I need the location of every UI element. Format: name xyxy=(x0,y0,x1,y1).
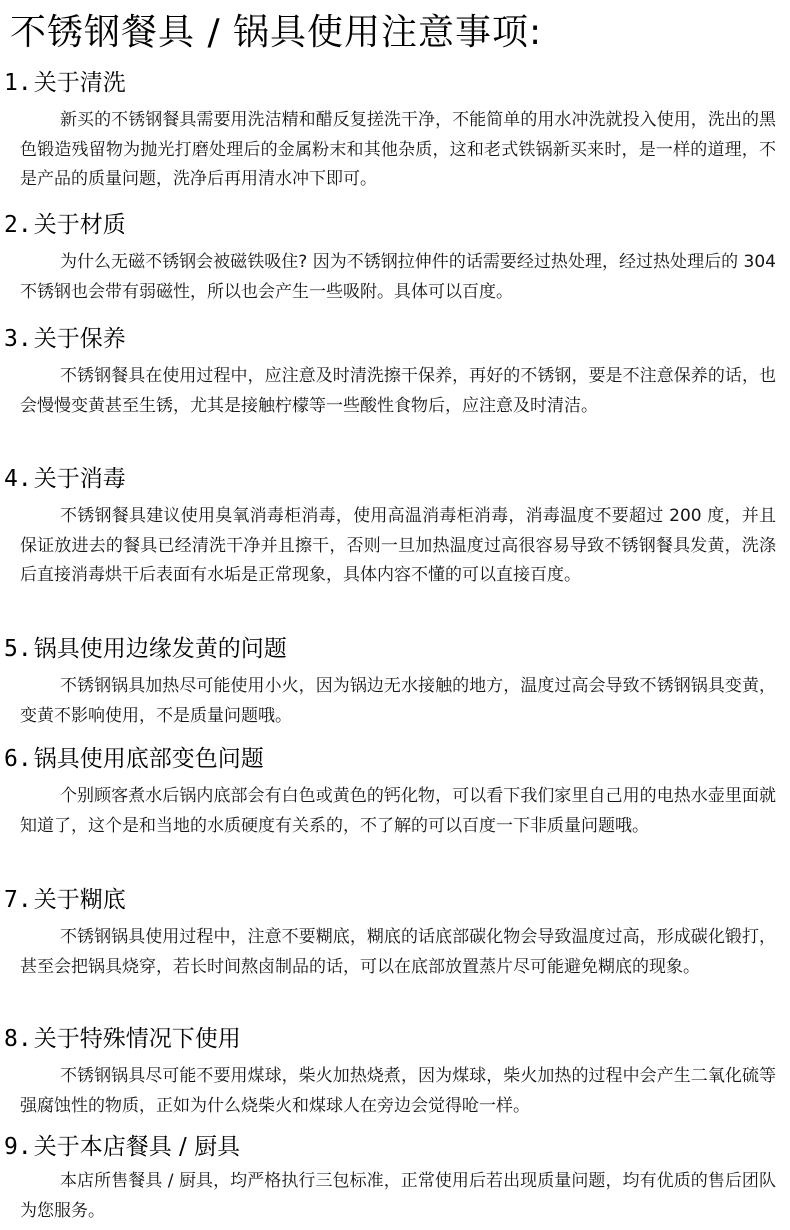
section-title: 关于清洗 xyxy=(33,70,126,96)
section-title: 锅具使用边缘发黄的问题 xyxy=(33,636,287,662)
section-body: 不锈钢餐具建议使用臭氧消毒柜消毒，使用高温消毒柜消毒，消毒温度不要超过 200 度，并且保证放进去的餐具已经清洗干净并且擦干，否则一旦加热温度过高很容易导致不锈钢餐具发黄，洗涤后直接消毒烘干后表面有水垢是正常现象，具体内容不懂的可以直接百度。 xyxy=(20,506,776,585)
section-heading xyxy=(4,1022,241,1056)
section-title: 关于保养 xyxy=(33,326,126,352)
section-number: 7. xyxy=(4,887,32,913)
section-number: 6. xyxy=(4,746,32,772)
section-heading xyxy=(4,208,126,242)
section-body: 本店所售餐具 / 厨具，均严格执行三包标准，正常使用后若出现质量问题，均有优质的售后团队为您服务。 xyxy=(20,1171,776,1221)
section-title: 关于本店餐具 / 厨具 xyxy=(33,1134,241,1160)
section-number: 9. xyxy=(4,1134,32,1160)
section-number: 5. xyxy=(4,636,32,662)
section-heading xyxy=(4,742,264,776)
section-heading xyxy=(4,632,287,666)
section-body: 不锈钢餐具在使用过程中，应注意及时清洗擦干保养，再好的不锈钢，要是不注意保养的话，也会慢慢变黄甚至生锈，尤其是接触柠檬等一些酸性食物后，应注意及时清洁。 xyxy=(20,366,776,416)
section-heading xyxy=(4,883,126,917)
section-title: 关于糊底 xyxy=(33,887,126,913)
section-number: 2. xyxy=(4,212,32,238)
section-number: 8. xyxy=(4,1026,32,1052)
section-heading xyxy=(4,462,126,496)
section-title: 关于材质 xyxy=(33,212,126,238)
section-title: 关于消毒 xyxy=(33,466,126,492)
section-body: 为什么无磁不锈钢会被磁铁吸住? 因为不锈钢拉伸件的话需要经过热处理，经过热处理后的 304 不锈钢也会带有弱磁性，所以也会产生一些吸附。具体可以百度。 xyxy=(20,252,776,302)
section-number: 3. xyxy=(4,326,32,352)
section-title: 锅具使用底部变色问题 xyxy=(33,746,264,772)
section-body: 新买的不锈钢餐具需要用洗洁精和醋反复搓洗干净，不能简单的用水冲洗就投入使用，洗出的黑色锻造残留物为抛光打磨处理后的金属粉末和其他杂质，这和老式铁锅新买来时，是一样的道理，不是产品的质量问题，洗净后再用清水冲下即可。 xyxy=(20,110,776,189)
section-heading xyxy=(4,66,126,100)
section-body: 不锈钢锅具尽可能不要用煤球，柴火加热烧煮，因为煤球，柴火加热的过程中会产生二氧化硫等强腐蚀性的物质，正如为什么烧柴火和煤球人在旁边会觉得呛一样。 xyxy=(20,1066,776,1116)
section-heading xyxy=(4,1130,240,1164)
section-body: 不锈钢锅具加热尽可能使用小火，因为锅边无水接触的地方，温度过高会导致不锈钢锅具变黄，变黄不影响使用，不是质量问题哦。 xyxy=(20,676,776,726)
section-number: 4. xyxy=(4,466,32,492)
section-heading xyxy=(4,322,126,356)
section-number: 1. xyxy=(4,70,32,96)
page-title: 不锈钢餐具 / 锅具使用注意事项: xyxy=(10,12,543,53)
section-title: 关于特殊情况下使用 xyxy=(33,1026,241,1052)
section-body: 个别顾客煮水后锅内底部会有白色或黄色的钙化物，可以看下我们家里自己用的电热水壶里面就知道了，这个是和当地的水质硬度有关系的，不了解的可以百度一下非质量问题哦。 xyxy=(20,786,776,836)
section-body: 不锈钢锅具使用过程中，注意不要糊底，糊底的话底部碳化物会导致温度过高，形成碳化锻打，甚至会把锅具烧穿，若长时间熬卤制品的话，可以在底部放置蒸片尽可能避免糊底的现象。 xyxy=(20,927,776,977)
